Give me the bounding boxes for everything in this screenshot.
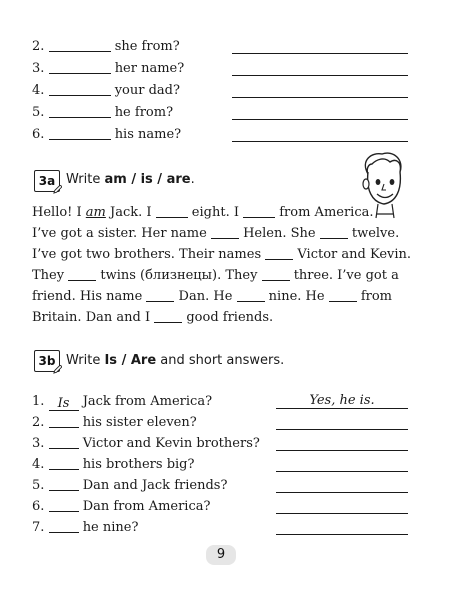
question-text: your dad? (114, 83, 180, 98)
text: three. I’ve got a (289, 268, 399, 283)
question-number: 3. (32, 436, 45, 451)
text: friend. His name (32, 289, 147, 304)
question-row (32, 456, 194, 474)
title-text: and short answers. (156, 353, 285, 368)
text: nine. He (264, 289, 329, 304)
title-text: . (190, 172, 195, 187)
text: Victor and Kevin. (293, 247, 412, 262)
title-bold-text: Is / Are (104, 353, 157, 368)
answer-line[interactable] (232, 61, 408, 76)
answer-blank[interactable] (262, 267, 290, 281)
question-text: his name? (114, 127, 182, 142)
text: Helen. She (238, 226, 320, 241)
paragraph-line (32, 265, 412, 286)
answer-blank[interactable] (146, 288, 174, 302)
task-3a-paragraph (32, 202, 412, 328)
paragraph-line (32, 244, 412, 265)
answer-blank[interactable] (154, 309, 182, 323)
question-text: Jack from America? (82, 394, 213, 409)
text: They (32, 268, 69, 283)
question-row (32, 498, 210, 516)
pencil-icon (53, 365, 62, 374)
answer-line[interactable] (232, 83, 408, 98)
question-row (32, 477, 227, 495)
answer-blank[interactable] (243, 204, 275, 218)
text: Dan. He (174, 289, 237, 304)
answer-blank[interactable] (265, 246, 293, 260)
task-3b-title (66, 352, 284, 370)
answer-blank[interactable] (49, 82, 111, 96)
answer-blank[interactable] (49, 519, 79, 533)
answer-blank[interactable] (49, 126, 111, 140)
task-number: 3b (34, 350, 60, 372)
short-answer-line[interactable] (276, 520, 408, 535)
top-question-row (32, 104, 173, 122)
task-badge-3b (34, 350, 60, 372)
question-text: Dan from America? (82, 499, 211, 514)
question-number: 5. (32, 105, 45, 120)
answer-blank[interactable] (237, 288, 265, 302)
text: twelve. (347, 226, 400, 241)
question-text: her name? (114, 61, 185, 76)
text: Hello! I (32, 205, 86, 220)
question-text: he nine? (82, 520, 139, 535)
answer-blank[interactable] (49, 456, 79, 470)
question-row (32, 519, 138, 537)
task-number: 3a (34, 170, 60, 192)
answer-blank[interactable] (49, 477, 79, 491)
answer-blank[interactable] (49, 60, 111, 74)
question-text: Dan and Jack friends? (82, 478, 228, 493)
question-number: 6. (32, 499, 45, 514)
short-answer-line[interactable] (276, 415, 408, 430)
question-row (32, 414, 197, 432)
text: I’ve got two brothers. Their names (32, 247, 266, 262)
question-number: 4. (32, 83, 45, 98)
answer-blank[interactable] (68, 267, 96, 281)
question-row (32, 393, 212, 411)
page-number: 9 (206, 545, 236, 565)
text: from America. (275, 205, 374, 220)
task-3a-title (66, 171, 195, 189)
text: I’ve got a sister. Her name (32, 226, 211, 241)
question-text: he from? (114, 105, 174, 120)
answer-line[interactable] (232, 127, 408, 142)
text: eight. I (187, 205, 244, 220)
text: good friends. (182, 310, 274, 325)
example-answer: am (85, 205, 106, 220)
question-number: 6. (32, 127, 45, 142)
question-number: 5. (32, 478, 45, 493)
answer-blank[interactable] (156, 204, 188, 218)
question-text: his sister eleven? (82, 415, 197, 430)
answer-blank[interactable] (320, 225, 348, 239)
example-answer-blank[interactable]: Is (49, 397, 79, 411)
answer-blank[interactable] (49, 38, 111, 52)
question-text: Victor and Kevin brothers? (82, 436, 260, 451)
question-number: 7. (32, 520, 45, 535)
question-number: 2. (32, 415, 45, 430)
answer-blank[interactable] (49, 414, 79, 428)
answer-line[interactable] (232, 105, 408, 120)
question-number: 4. (32, 457, 45, 472)
question-number: 1. (32, 394, 45, 409)
short-answer-line[interactable] (276, 478, 408, 493)
short-answer-line[interactable] (276, 436, 408, 451)
short-answer-line[interactable]: Yes, he is. (276, 394, 408, 409)
answer-line[interactable] (232, 39, 408, 54)
answer-blank[interactable] (49, 104, 111, 118)
paragraph-line (32, 307, 412, 328)
question-text: she from? (114, 39, 180, 54)
title-text: Write (66, 172, 105, 187)
answer-blank[interactable] (49, 498, 79, 512)
paragraph-line (32, 202, 412, 223)
pencil-icon (53, 185, 62, 194)
top-question-row (32, 38, 180, 56)
question-text: his brothers big? (82, 457, 195, 472)
text: twins (близнецы). They (96, 268, 262, 283)
text: Jack. I (105, 205, 156, 220)
answer-blank[interactable] (329, 288, 357, 302)
question-row (32, 435, 260, 453)
question-number: 2. (32, 39, 45, 54)
text: from (356, 289, 392, 304)
text: Britain. Dan and I (32, 310, 155, 325)
task-badge-3a (34, 170, 60, 192)
answer-blank[interactable] (49, 435, 79, 449)
short-answer-line[interactable] (276, 457, 408, 472)
paragraph-line (32, 286, 412, 307)
title-bold-text: am / is / are (104, 172, 191, 187)
answer-blank[interactable] (211, 225, 239, 239)
paragraph-line (32, 223, 412, 244)
question-number: 3. (32, 61, 45, 76)
top-question-row (32, 82, 180, 100)
title-text: Write (66, 353, 105, 368)
top-question-row (32, 60, 184, 78)
top-question-row (32, 126, 181, 144)
short-answer-line[interactable] (276, 499, 408, 514)
